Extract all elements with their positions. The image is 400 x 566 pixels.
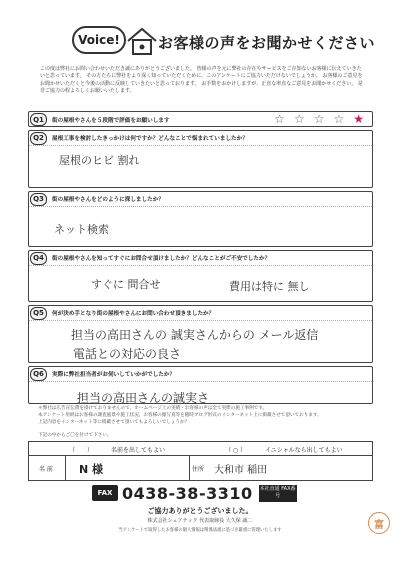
address-label: 住所 [192,466,205,473]
footnote-line: 本アンケート用紙はお客様の調査風景や施工状況、お客様の顔写真等を随時ブログ形式のインターネット上に掲載させて頂いております。 [38,413,322,418]
handwritten-answer: 担当の高田さんの 誠実さんからの メール返信 [71,328,319,342]
paren-circled: （ ○ ） [225,447,247,454]
star-icon[interactable]: ☆ [313,112,325,126]
footnote-line: ＊弊社は広告宣伝費を掛けておりませんので、ホームページ上の実績・お客様の声は全て実際の施工事例です。 [38,406,268,411]
name-allowed-option[interactable]: 名前を出してもよい [111,447,166,454]
question-number: Q2 [30,132,47,145]
footnotes [38,405,368,426]
address-value: 大和市 稲田 [214,465,268,476]
fax-number: 0438-38-3310 [122,483,253,503]
rating-stars[interactable] [274,113,364,126]
question-1 [28,111,373,127]
question-text: 街の屋根やさんを知ってすぐにお問合せ頂けましたか？どんなことがご不安でしたか？ [52,256,271,262]
question-text: 実際に弊社担当者がお伺いしていかがでしたか？ [52,372,176,378]
name-label: 名 前 [39,466,53,473]
name-value: N 様 [79,463,104,476]
question-3 [28,191,373,247]
star-icon[interactable]: ★ [353,112,364,126]
star-icon[interactable]: ☆ [293,112,305,126]
question-number: Q6 [30,368,47,381]
question-number: Q4 [30,252,47,265]
stamp-icon: 富 [368,512,390,534]
question-number: Q5 [30,307,47,320]
handwritten-answer: 屋根のヒビ 割れ [59,154,140,167]
check-note: 下記の中からご〇を付けて下さい。 [38,433,112,438]
fax-icon: FAX [92,485,118,501]
company-text: 株式会社シェアテック 代表取締役 大久保 誠二 [147,518,253,524]
star-icon[interactable]: ☆ [333,112,345,126]
handwritten-answer-2: 電話との対応の良さ [73,347,182,361]
fax-badge: 本社直通 FAX番号 [259,485,297,502]
name-table [28,441,373,481]
handwritten-answer: 担当の高田さんの誠実さ [77,391,210,405]
question-number: Q3 [30,193,47,206]
thanks-text: ご協力ありがとうございました。 [147,507,253,515]
handwritten-answer-2: 費用は特に 無し [229,280,310,293]
question-text: 屋根工事を検討したきっかけは何ですか？どんなことで悩まれていましたか？ [52,136,248,142]
handwritten-answer: ネット検索 [54,223,109,236]
privacy-text: 当アンケートで取得したお客様の個人情報は関係法規に基づき厳重に管理いたします [118,528,282,533]
question-2 [28,130,373,188]
intro-text: この度は弊社にお問い合わせいただき誠にありがとうございました。 皆様の声を元に弊社の存在やサービスをご存知ないお客様に伝えていきたいと思っています。 その方たちに弊社をより深く知っていただくために、このアンケートにご協力いただけないでしょうか。 お客様のご意見をお聞かせいただくと今後の活動に反映していきたいと思っております。 お手数をおかけしますが、正直な率直なご意見をお聞かせください。 是非ご協力の程よろしくお願いいたします。 [40,66,363,95]
page-title: お客様の声をお聞かせください [158,34,376,52]
footnote-line: 上記内容をインターネット等に掲載させて頂いてもよろしいでしょうか？ [38,420,190,425]
question-4 [28,250,373,302]
question-text: 街の屋根やさんを５段階で評価をお願いします [52,117,170,124]
question-number: Q1 [30,113,47,126]
question-6 [28,366,373,404]
question-text: 街の屋根やさんをどのように探しましたか？ [52,197,164,203]
fax-row [92,483,297,503]
paren-open: （ ） [69,447,94,454]
question-text: 何が決め手となり街の屋根やさんにお問い合わせ頂きましたか？ [52,311,215,317]
house-icon [126,26,158,56]
question-5 [28,305,373,363]
header [58,8,376,62]
star-icon[interactable]: ☆ [274,112,285,126]
handwritten-answer: すぐに 問合せ [91,278,161,291]
initial-allowed-option[interactable]: イニシャルなら出してもよい [265,447,343,454]
voice-bubble: Voice! [72,26,126,54]
